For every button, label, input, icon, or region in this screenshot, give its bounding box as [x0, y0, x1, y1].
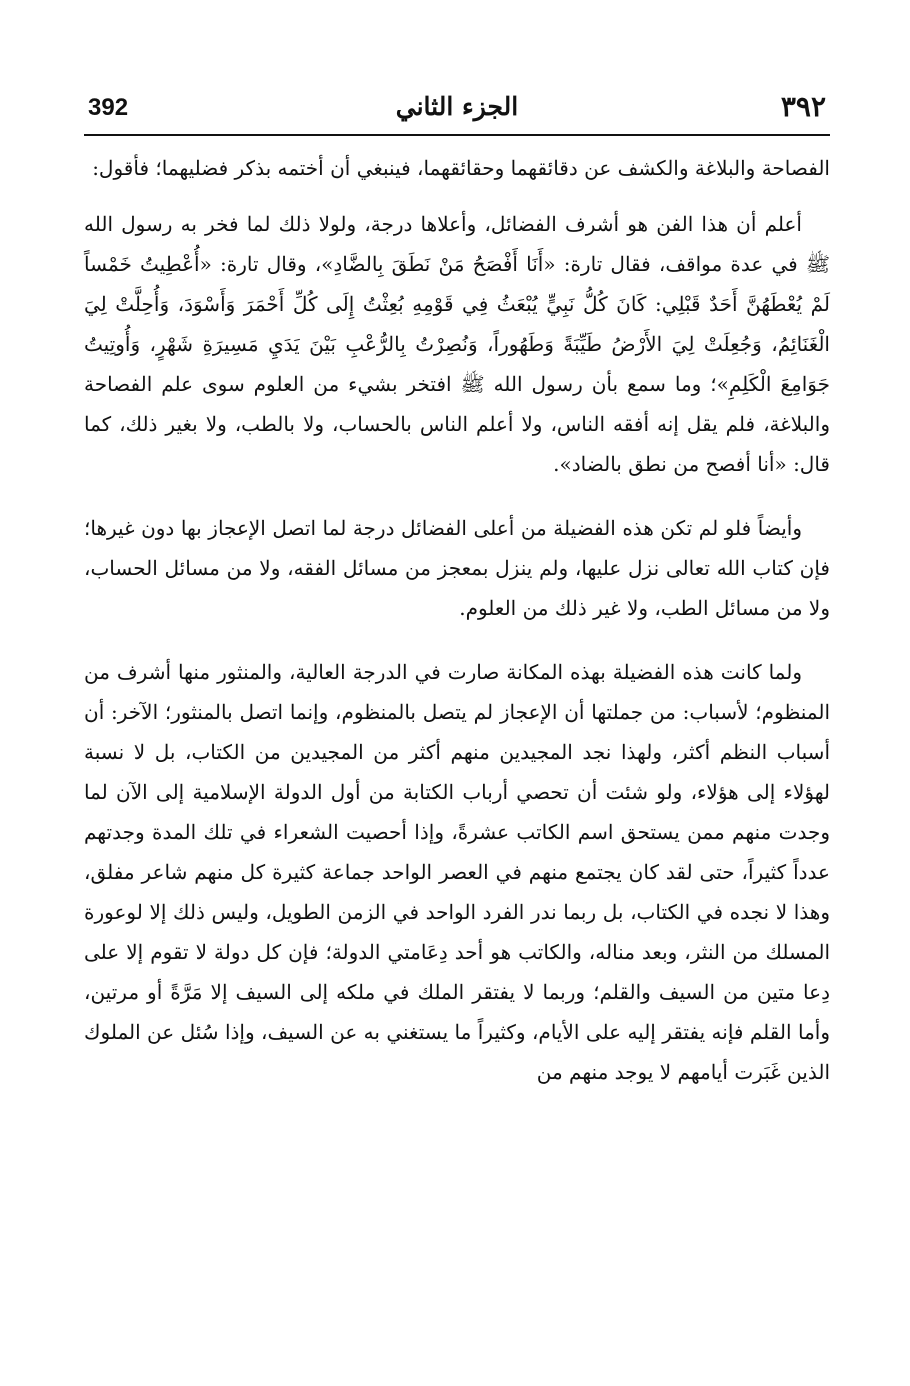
page-header — [84, 88, 830, 128]
paragraph: الفصاحة والبلاغة والكشف عن دقائقهما وحقائقهما، فينبغي أن أختمه بذكر فضليهما؛ فأقول: — [92, 156, 830, 180]
paragraph-gap — [84, 628, 830, 652]
body-text — [84, 148, 830, 1092]
paragraph: ولما كانت هذه الفضيلة بهذه المكانة صارت في الدرجة العالية، والمنثور منها أشرف من المنظوم؛ لأسباب: من جملتها أن الإعجاز لم يتصل بالمنظوم، وإنما اتصل بالمنثور؛ الآخر: أن أسباب النظم أكثر، ولهذا نجد المجيدين منهم أكثر من المجيدين من الكتاب، بل لا نسبة لهؤلاء إلى هؤلاء، ولو شئت أن تحصي أرباب الكتابة من أول الدولة الإسلامية إلى الآن لما وجدت منهم ممن يستحق اسم الكاتب عشرةً، وإذا أحصيت الشعراء في تلك المدة وجدتهم عدداً كثيراً، حتى لقد كان يجتمع منهم في العصر الواحد جماعة كثيرة كل منهم شاعر مفلق، وهذا لا نجده في الكتاب، بل ربما ندر الفرد الواحد في الزمن الطويل، وليس ذلك إلا لوعورة المسلك من النثر، وبعد مناله، والكاتب هو أحد دِعَامتي الدولة؛ فإن كل دولة لا تقوم إلا على دِعا متين من السيف والقلم؛ وربما لا يفتقر الملك في ملكه إلى السيف إلا مَرَّةً أو مرتين، وأما القلم فإنه يفتقر إليه على الأيام، وكثيراً ما يستغني به عن السيف، وإذا سُئل عن الملوك الذين غَبَرت أيامهم لا يوجد منهم من — [84, 660, 831, 1084]
paragraph-gap — [84, 484, 830, 508]
page-number-arabic: ٣٩٢ — [780, 90, 826, 123]
running-title: الجزء الثاني — [395, 92, 519, 121]
header-divider — [84, 134, 830, 136]
paragraph-gap — [84, 188, 830, 204]
page-number-latin: 392 — [88, 94, 129, 121]
paragraph: وأيضاً فلو لم تكن هذه الفضيلة من أعلى الفضائل درجة لما اتصل الإعجاز بها دون غيرها؛ فإن كتاب الله تعالى نزل عليها، ولم ينزل بمعجز من مسائل الفقه، ولا من مسائل الحساب، ولا من مسائل الطب، ولا غير ذلك من العلوم. — [84, 516, 830, 620]
paragraph: أعلم أن هذا الفن هو أشرف الفضائل، وأعلاها درجة، ولولا ذلك لما فخر به رسول الله ﷺ في عدة مواقف، فقال تارة: «أَنَا أَفْصَحُ مَنْ نَطَقَ بِالضَّادِ»، وقال تارة: «أُعْطِيتُ خَمْساً لَمْ يُعْطَهُنَّ أَحَدٌ قَبْلِي: كَانَ كُلُّ نَبِيٍّ يُبْعَثُ فِي قَوْمِهِ بُعِثْتُ إِلَى كُلِّ أَحْمَرَ وَأَسْوَدَ، وَأُحِلَّتْ لِيَ الْغَنَائِمُ، وَجُعِلَتْ لِيَ الأَرْضُ طَيِّبَةً وَطَهُوراً، وَنُصِرْتُ بِالرُّعْبِ بَيْنَ يَدَيِ مَسِيرَةِ شَهْرٍ، وَأُوتِيتُ جَوَامِعَ الْكَلِمِ»؛ وما سمع بأن رسول الله ﷺ افتخر بشيء من العلوم سوى علم الفصاحة والبلاغة، فلم يقل إنه أفقه الناس، ولا أعلم الناس بالحساب، ولا بالطب، ولا بغير ذلك، كما قال: «أنا أفصح من نطق بالضاد». — [84, 212, 830, 476]
